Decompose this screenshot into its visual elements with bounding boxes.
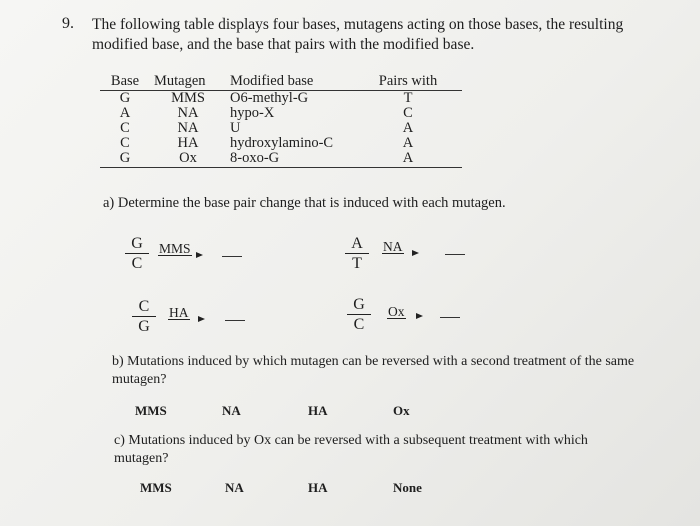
part-b-option-ox[interactable]: Ox: [393, 403, 410, 418]
cell-base: G: [119, 90, 131, 106]
base-pair-bottom: G: [138, 318, 150, 335]
cell-mutagen: NA: [177, 105, 199, 121]
base-pair-fraction: [345, 234, 369, 274]
cell-pairs-with: T: [403, 90, 413, 106]
cell-modified-base: 8-oxo-G: [226, 151, 354, 168]
arrow-icon: [198, 316, 205, 322]
base-pair-bottom: C: [353, 316, 365, 333]
base-pair-bottom: C: [131, 255, 143, 272]
cell-base: G: [100, 151, 150, 168]
arrow-icon: [196, 252, 203, 258]
table-row: [100, 151, 462, 168]
base-pair-top: A: [345, 234, 369, 254]
base-pair-fraction: [132, 297, 156, 337]
part-c-option-na[interactable]: NA: [225, 480, 244, 495]
header-modified-base: Modified base: [226, 74, 354, 91]
cell-mutagen: NA: [177, 120, 199, 136]
cell-pairs-with: A: [402, 120, 414, 136]
base-pair-top: G: [347, 295, 371, 315]
part-c-option-none[interactable]: None: [393, 480, 422, 495]
mutagen-arrow-label: Ox: [388, 304, 405, 319]
header-mutagen: Mutagen: [150, 74, 226, 91]
answer-blank[interactable]: [445, 254, 465, 255]
question-text: The following table displays four bases, mutagens acting on those bases, the resulting modified base, and the base that pairs with the modified base.: [92, 16, 624, 53]
base-pair-top: G: [125, 234, 149, 254]
cell-pairs-with: A: [354, 151, 462, 168]
part-c-option-mms[interactable]: MMS: [140, 480, 172, 495]
part-b-option-ha[interactable]: HA: [308, 403, 328, 418]
cell-modified-base: U: [230, 120, 241, 136]
cell-mutagen: Ox: [150, 151, 226, 168]
header-base: Base: [100, 74, 150, 91]
arrow-icon: [416, 313, 423, 319]
cell-base: C: [120, 120, 130, 136]
part-b-option-mms[interactable]: MMS: [135, 403, 167, 418]
table-row: [100, 136, 462, 151]
part-b-option-na[interactable]: NA: [222, 403, 241, 418]
cell-pairs-with: C: [403, 105, 413, 121]
table-row: [100, 91, 462, 107]
cell-base: A: [119, 105, 131, 121]
bases-table: [100, 74, 462, 168]
table-header-row: [100, 74, 462, 91]
cell-pairs-with: A: [402, 135, 414, 151]
table-row: [100, 106, 462, 121]
part-a-prompt: a) Determine the base pair change that is induced with each mutagen.: [103, 195, 506, 211]
cell-mutagen: MMS: [171, 90, 205, 106]
answer-blank[interactable]: [225, 320, 245, 321]
part-c-option-ha[interactable]: HA: [308, 480, 328, 495]
base-pair-top: C: [132, 297, 156, 317]
question-number: 9.: [62, 15, 74, 32]
cell-modified-base: hypo-X: [230, 105, 275, 121]
base-pair-fraction: [347, 295, 371, 335]
cell-modified-base: hydroxylamino-C: [230, 135, 334, 151]
base-pair-bottom: T: [352, 255, 362, 272]
cell-modified-base: O6-methyl-G: [230, 90, 309, 106]
cell-mutagen: HA: [177, 135, 199, 151]
arrow-icon: [412, 250, 419, 256]
header-pairs-with: Pairs with: [354, 74, 462, 91]
mutagen-arrow-label: HA: [169, 305, 189, 320]
answer-blank[interactable]: [440, 317, 460, 318]
cell-base: C: [120, 135, 130, 151]
answer-blank[interactable]: [222, 256, 242, 257]
part-c-prompt: c) Mutations induced by Ox can be reversed with a subsequent treatment with which mutagen?: [114, 433, 588, 466]
mutagen-arrow-label: NA: [383, 239, 403, 254]
table-row: [100, 121, 462, 136]
mutagen-arrow-label: MMS: [159, 241, 191, 256]
base-pair-fraction: [125, 234, 149, 274]
part-b-prompt: b) Mutations induced by which mutagen can be reversed with a second treatment of the same mutagen?: [112, 354, 635, 387]
